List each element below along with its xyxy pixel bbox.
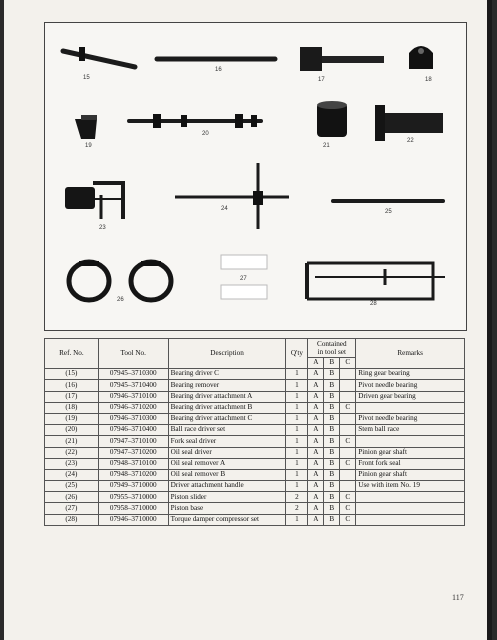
cell-tool-no: 07945–3710400 xyxy=(98,380,168,391)
tool-label-20: 20 xyxy=(202,131,209,137)
cell-set-a: A xyxy=(308,481,324,492)
cell-remarks: Driven gear bearing xyxy=(356,391,465,402)
table-row xyxy=(45,380,465,391)
cell-ref-no: (16) xyxy=(45,380,99,391)
cell-description: Oil seal remover B xyxy=(168,469,286,480)
tool-20-image xyxy=(129,114,261,128)
table-row xyxy=(45,458,465,469)
cell-set-b: B xyxy=(324,391,340,402)
table-row xyxy=(45,369,465,380)
header-set-b: B xyxy=(324,358,340,369)
cell-set-c xyxy=(340,447,356,458)
tool-label-15: 15 xyxy=(83,75,90,81)
cell-set-a: A xyxy=(308,380,324,391)
cell-remarks: Pinion gear shaft xyxy=(356,447,465,458)
tool-label-18: 18 xyxy=(425,77,432,83)
tools-photo xyxy=(44,22,467,331)
table-row xyxy=(45,481,465,492)
cell-qty: 1 xyxy=(286,458,308,469)
cell-remarks: Front fork seal xyxy=(356,458,465,469)
tool-label-25: 25 xyxy=(385,209,392,215)
cell-remarks xyxy=(356,514,465,525)
cell-qty: 1 xyxy=(286,402,308,413)
cell-ref-no: (18) xyxy=(45,402,99,413)
cell-description: Piston slider xyxy=(168,492,286,503)
cell-set-a: A xyxy=(308,503,324,514)
manual-page xyxy=(4,0,492,640)
cell-set-b: B xyxy=(324,492,340,503)
cell-remarks: Use with item No. 19 xyxy=(356,481,465,492)
tool-22-image xyxy=(375,105,443,141)
cell-qty: 1 xyxy=(286,369,308,380)
cell-set-c xyxy=(340,481,356,492)
cell-tool-no: 07948–3710100 xyxy=(98,458,168,469)
cell-tool-no: 07946–3710400 xyxy=(98,425,168,436)
table-row xyxy=(45,514,465,525)
cell-ref-no: (20) xyxy=(45,425,99,436)
table-row xyxy=(45,391,465,402)
table-row xyxy=(45,436,465,447)
cell-set-b: B xyxy=(324,458,340,469)
cell-remarks: Stem ball race xyxy=(356,425,465,436)
cell-set-c xyxy=(340,425,356,436)
header-ref-no: Ref. No. xyxy=(45,339,99,369)
cell-remarks xyxy=(356,492,465,503)
cell-ref-no: (19) xyxy=(45,413,99,424)
cell-set-b: B xyxy=(324,469,340,480)
cell-set-a: A xyxy=(308,391,324,402)
cell-set-a: A xyxy=(308,425,324,436)
cell-set-a: A xyxy=(308,514,324,525)
cell-tool-no: 07946–3710100 xyxy=(98,391,168,402)
cell-description: Piston base xyxy=(168,503,286,514)
tool-label-24: 24 xyxy=(221,206,228,212)
header-contained-line1: Contained xyxy=(317,340,347,348)
cell-description: Driver attachment handle xyxy=(168,481,286,492)
table-row xyxy=(45,425,465,436)
cell-description: Oil seal remover A xyxy=(168,458,286,469)
cell-qty: 1 xyxy=(286,447,308,458)
cell-set-c xyxy=(340,380,356,391)
header-set-c: C xyxy=(340,358,356,369)
cell-ref-no: (22) xyxy=(45,447,99,458)
cell-ref-no: (15) xyxy=(45,369,99,380)
tool-label-23: 23 xyxy=(99,225,106,231)
cell-tool-no: 07955–3710000 xyxy=(98,492,168,503)
cell-tool-no: 07947–3710100 xyxy=(98,436,168,447)
cell-description: Fork seal driver xyxy=(168,436,286,447)
tool-24-image xyxy=(175,163,289,229)
cell-set-a: A xyxy=(308,369,324,380)
tool-26-image xyxy=(69,261,171,300)
header-qty: Q'ty xyxy=(286,339,308,369)
header-contained-line2: in tool set xyxy=(317,348,346,356)
cell-qty: 1 xyxy=(286,514,308,525)
tool-23-image xyxy=(65,183,125,219)
cell-ref-no: (26) xyxy=(45,492,99,503)
table-row xyxy=(45,469,465,480)
cell-set-c: C xyxy=(340,514,356,525)
cell-ref-no: (25) xyxy=(45,481,99,492)
table-body xyxy=(45,369,465,526)
cell-qty: 1 xyxy=(286,380,308,391)
cell-set-a: A xyxy=(308,436,324,447)
cell-set-c: C xyxy=(340,436,356,447)
tool-21-image xyxy=(317,101,347,137)
table-row xyxy=(45,402,465,413)
cell-set-b: B xyxy=(324,413,340,424)
cell-remarks xyxy=(356,436,465,447)
cell-description: Bearing driver attachment C xyxy=(168,413,286,424)
table-row xyxy=(45,447,465,458)
cell-ref-no: (21) xyxy=(45,436,99,447)
tools-illustration xyxy=(45,23,466,330)
cell-tool-no: 07947–3710200 xyxy=(98,447,168,458)
cell-tool-no: 07948–3710200 xyxy=(98,469,168,480)
tool-label-26: 26 xyxy=(117,297,124,303)
cell-description: Ball race driver set xyxy=(168,425,286,436)
tool-18-image xyxy=(409,46,433,69)
cell-set-b: B xyxy=(324,481,340,492)
cell-qty: 1 xyxy=(286,391,308,402)
special-tools-table xyxy=(44,338,465,526)
cell-set-b: B xyxy=(324,380,340,391)
page-number: 117 xyxy=(452,593,464,602)
cell-tool-no: 07945–3710300 xyxy=(98,369,168,380)
header-remarks: Remarks xyxy=(356,339,465,369)
tool-15-image xyxy=(63,47,135,67)
cell-set-a: A xyxy=(308,447,324,458)
cell-description: Torque damper compressor set xyxy=(168,514,286,525)
header-contained xyxy=(308,339,356,358)
tool-label-27: 27 xyxy=(240,276,247,282)
cell-set-c: C xyxy=(340,503,356,514)
table-row xyxy=(45,492,465,503)
cell-set-c xyxy=(340,413,356,424)
cell-tool-no: 07946–3710200 xyxy=(98,402,168,413)
cell-qty: 1 xyxy=(286,425,308,436)
cell-tool-no: 07946–3710000 xyxy=(98,514,168,525)
cell-ref-no: (27) xyxy=(45,503,99,514)
tool-28-image xyxy=(307,263,445,299)
cell-qty: 2 xyxy=(286,492,308,503)
cell-set-b: B xyxy=(324,447,340,458)
table-row xyxy=(45,413,465,424)
header-description: Description xyxy=(168,339,286,369)
cell-remarks xyxy=(356,503,465,514)
cell-tool-no: 07949–3710000 xyxy=(98,481,168,492)
cell-remarks: Ring gear bearing xyxy=(356,369,465,380)
header-set-a: A xyxy=(308,358,324,369)
cell-set-a: A xyxy=(308,402,324,413)
cell-ref-no: (17) xyxy=(45,391,99,402)
cell-set-c: C xyxy=(340,402,356,413)
cell-tool-no: 07958–3710000 xyxy=(98,503,168,514)
cell-ref-no: (28) xyxy=(45,514,99,525)
cell-qty: 1 xyxy=(286,436,308,447)
cell-description: Bearing driver C xyxy=(168,369,286,380)
cell-set-b: B xyxy=(324,369,340,380)
header-tool-no: Tool No. xyxy=(98,339,168,369)
cell-set-b: B xyxy=(324,436,340,447)
cell-remarks: Pinion gear shaft xyxy=(356,469,465,480)
cell-tool-no: 07946–3710300 xyxy=(98,413,168,424)
cell-description: Oil seal driver xyxy=(168,447,286,458)
cell-set-b: B xyxy=(324,503,340,514)
tool-19-image xyxy=(75,115,97,139)
tool-label-21: 21 xyxy=(323,143,330,149)
page-edge xyxy=(487,0,492,640)
cell-remarks: Pivot needle bearing xyxy=(356,380,465,391)
tool-17-image xyxy=(300,47,384,71)
cell-set-c xyxy=(340,369,356,380)
cell-set-c xyxy=(340,469,356,480)
tool-label-16: 16 xyxy=(215,67,222,73)
tool-label-22: 22 xyxy=(407,138,414,144)
tool-label-19: 19 xyxy=(85,143,92,149)
cell-remarks: Pivot needle bearing xyxy=(356,413,465,424)
cell-description: Bearing driver attachment B xyxy=(168,402,286,413)
cell-set-a: A xyxy=(308,469,324,480)
table-row xyxy=(45,503,465,514)
cell-qty: 1 xyxy=(286,413,308,424)
cell-set-a: A xyxy=(308,413,324,424)
cell-set-a: A xyxy=(308,458,324,469)
cell-set-b: B xyxy=(324,514,340,525)
cell-set-c xyxy=(340,391,356,402)
cell-set-c: C xyxy=(340,458,356,469)
cell-remarks xyxy=(356,402,465,413)
cell-set-b: B xyxy=(324,402,340,413)
tool-label-28: 28 xyxy=(370,301,377,307)
cell-ref-no: (23) xyxy=(45,458,99,469)
cell-qty: 2 xyxy=(286,503,308,514)
cell-set-b: B xyxy=(324,425,340,436)
cell-description: Bearing driver attachment A xyxy=(168,391,286,402)
cell-ref-no: (24) xyxy=(45,469,99,480)
cell-qty: 1 xyxy=(286,481,308,492)
cell-description: Bearing remover xyxy=(168,380,286,391)
tool-label-17: 17 xyxy=(318,77,325,83)
cell-set-c: C xyxy=(340,492,356,503)
cell-qty: 1 xyxy=(286,469,308,480)
cell-set-a: A xyxy=(308,492,324,503)
